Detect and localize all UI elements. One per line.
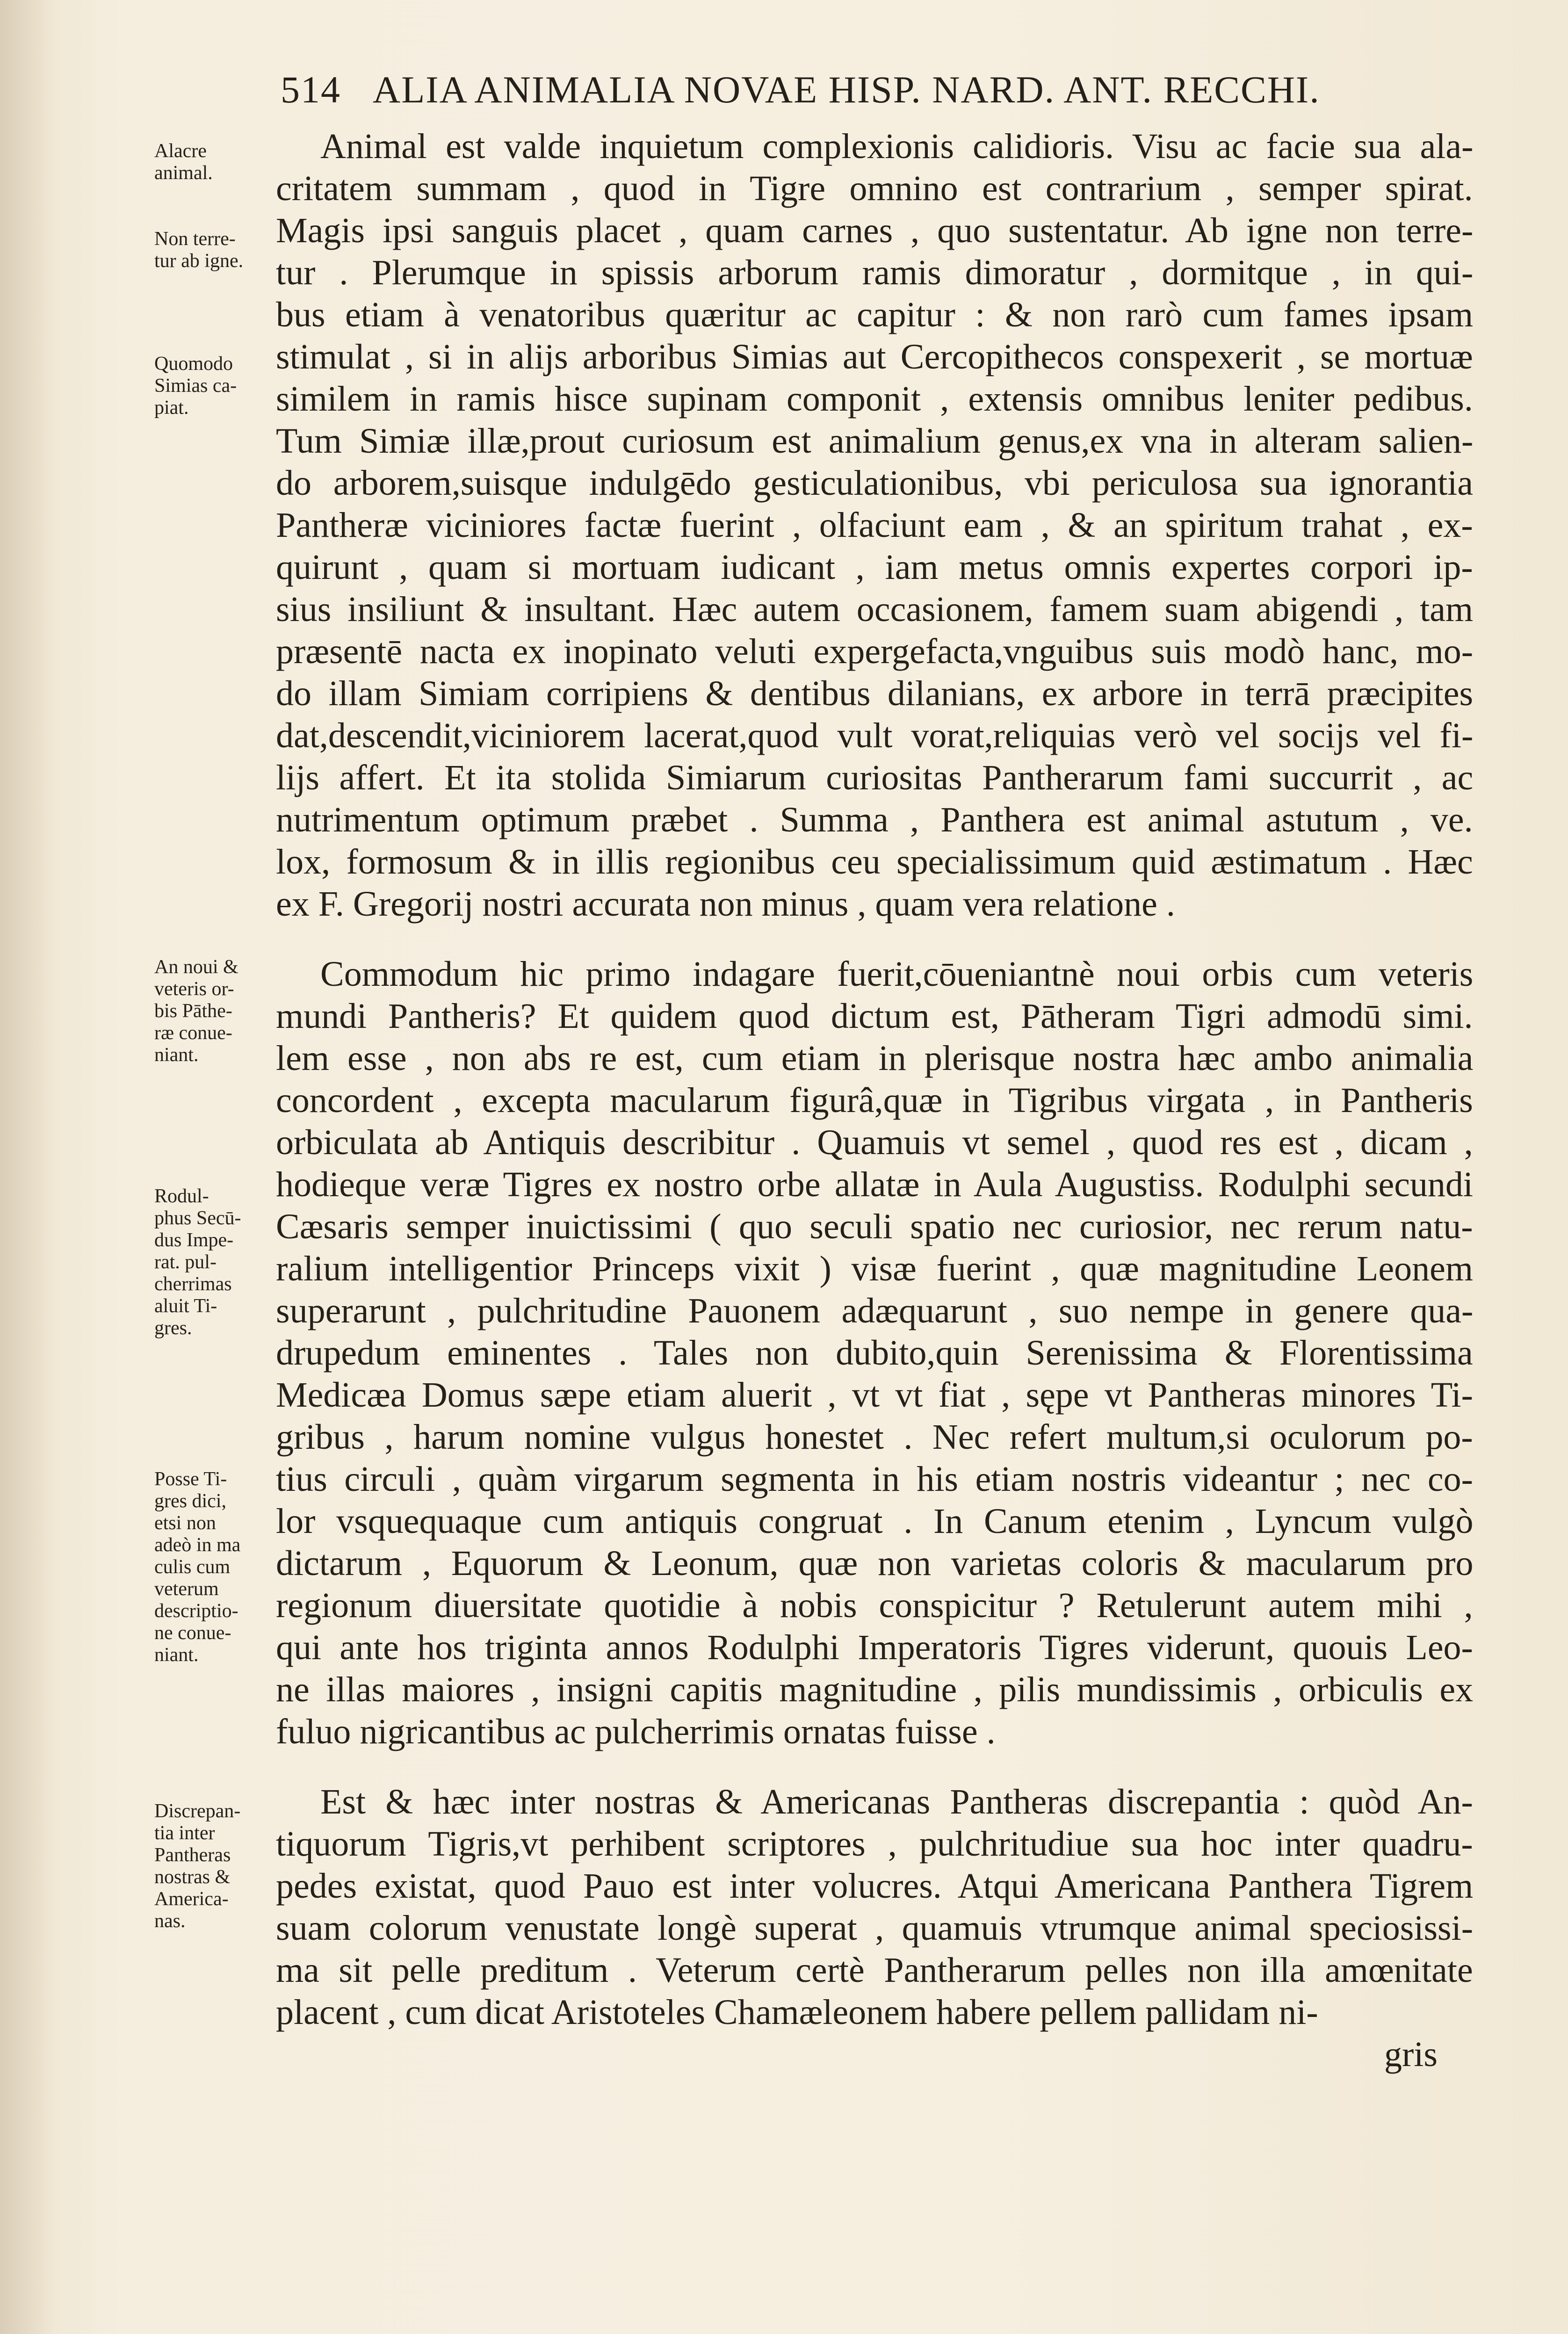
- margin-note-line: animal.: [154, 162, 213, 184]
- margin-note-line: Alacre: [154, 140, 207, 162]
- margin-note-line: niant.: [154, 1644, 199, 1666]
- margin-note-line: ræ conue-: [154, 1022, 232, 1044]
- margin-note-line: nas.: [154, 1910, 186, 1932]
- text-line: qui ante hos triginta annos Rodulphi Imperatoris Tigres viderunt, quouis Leo-: [276, 1628, 1473, 1667]
- text-line: tur . Plerumque in spissis arborum ramis dimoratur , dormitque , in qui-: [276, 253, 1474, 292]
- margin-note-line: An noui &: [154, 956, 238, 978]
- page-number: 514: [281, 68, 341, 111]
- text-line: Pantheræ viciniores factæ fuerint , olfaciunt eam , & an spiritum trahat , ex-: [276, 506, 1473, 545]
- text-line: Animal est valde inquietum complexionis calidioris. Visu ac facie sua ala-: [320, 127, 1474, 166]
- margin-note-line: dus Impe-: [154, 1229, 234, 1251]
- margin-note-line: etsi non: [154, 1512, 216, 1534]
- margin-note-line: piat.: [154, 397, 189, 419]
- text-line: Cæsaris semper inuictissimi ( quo seculi spatio nec curiosior, nec rerum natu-: [276, 1207, 1473, 1246]
- text-line: concordent , excepta macularum figurâ,quæ in Tigribus virgata , in Pantheris: [276, 1081, 1473, 1120]
- running-header: [281, 68, 1403, 119]
- margin-note-line: Quomodo: [154, 353, 233, 375]
- margin-note-line: rat. pul-: [154, 1251, 217, 1273]
- text-line: do arborem,suisque indulgēdo gesticulationibus, vbi periculosa sua ignorantia: [276, 463, 1474, 503]
- text-line: orbiculata ab Antiquis describitur . Quamuis vt semel , quod res est , dicam ,: [276, 1123, 1473, 1162]
- margin-note-line: Simias ca-: [154, 375, 237, 397]
- text-line: placent , cum dicat Aristoteles Chamæleonem habere pellem pallidam ni-: [276, 1993, 1318, 2032]
- text-line: Magis ipsi sanguis placet , quam carnes , quo sustentatur. Ab igne non terre-: [276, 211, 1474, 250]
- margin-note-discrepantia: [154, 1800, 274, 1932]
- text-line: Est & hæc inter nostras & Americanas Pantheras discrepantia : quòd An-: [320, 1782, 1473, 1821]
- text-line: lor vsquequaque cum antiquis congruat . In Canum etenim , Lyncum vulgò: [276, 1502, 1474, 1541]
- margin-note-line: Non terre-: [154, 228, 236, 250]
- margin-note-line: culis cum: [154, 1556, 231, 1578]
- text-line: ex F. Gregorij nostri accurata non minus , quam vera relatione .: [276, 884, 1175, 924]
- text-line: tiquorum Tigris,vt perhibent scriptores , pulchritudiue sua hoc inter quadru-: [276, 1824, 1473, 1864]
- margin-note-line: ne conue-: [154, 1622, 231, 1644]
- text-line: suam colorum venustate longè superat , quamuis vtrumque animal speciosissi-: [276, 1908, 1474, 1948]
- text-line: dictarum , Equorum & Leonum, quæ non varietas coloris & macularum pro: [276, 1544, 1474, 1583]
- text-line: Commodum hic primo indagare fuerit,cōueniantnè noui orbis cum veteris: [320, 954, 1474, 994]
- margin-note-line: veterum: [154, 1578, 219, 1600]
- text-line: critatem summam , quod in Tigre omnino est contrarium , semper spirat.: [276, 169, 1473, 208]
- text-line: similem in ramis hisce supinam componit , extensis omnibus leniter pedibus.: [276, 379, 1473, 419]
- margin-note-line: Posse Ti-: [154, 1468, 227, 1490]
- margin-note-line: veteris or-: [154, 978, 234, 1000]
- margin-note-line: gres.: [154, 1317, 192, 1339]
- text-line: nutrimentum optimum præbet . Summa , Panthera est animal astutum , ve.: [276, 800, 1473, 839]
- text-line: ne illas maiores , insigni capitis magnitudine , pilis mundissimis , orbiculis ex: [276, 1670, 1474, 1709]
- margin-note-line: America-: [154, 1888, 229, 1910]
- text-line: lijs affert. Et ita stolida Simiarum curiositas Pantherarum fami succurrit , ac: [276, 758, 1474, 797]
- margin-note-rodulphus: [154, 1185, 274, 1339]
- margin-note-line: Pantheras: [154, 1844, 231, 1866]
- text-line: bus etiam à venatoribus quæritur ac capitur : & non rarò cum fames ipsam: [276, 295, 1474, 334]
- text-line: hodieque veræ Tigres ex nostro orbe allatæ in Aula Augustiss. Rodulphi secundi: [276, 1165, 1474, 1204]
- text-line: quirunt , quam si mortuam iudicant , iam metus omnis expertes corpori ip-: [276, 548, 1473, 587]
- margin-note-line: phus Secū-: [154, 1207, 241, 1229]
- text-line: pedes existat, quod Pauo est inter volucres. Atqui Americana Panthera Tigrem: [276, 1866, 1474, 1906]
- margin-note-non-terretur: [154, 228, 274, 272]
- text-line: lem esse , non abs re est, cum etiam in plerisque nostra hæc ambo animalia: [276, 1039, 1474, 1078]
- margin-note-posse-tigres: [154, 1468, 274, 1666]
- margin-note-line: adeò in ma: [154, 1534, 241, 1556]
- text-line: dat,descendit,viciniorem lacerat,quod vult vorat,reliquias verò vel socijs vel fi-: [276, 716, 1474, 755]
- spine-shadow: [0, 0, 56, 2334]
- margin-note-line: cherrimas: [154, 1273, 232, 1295]
- margin-note-line: tia inter: [154, 1822, 215, 1844]
- margin-note-line: descriptio-: [154, 1600, 238, 1622]
- text-line: tius circuli , quàm virgarum segmenta in his etiam nostris videantur ; nec co-: [276, 1460, 1473, 1499]
- text-line: stimulat , si in alijs arboribus Simias aut Cercopithecos conspexerit , se mortuæ: [276, 337, 1473, 376]
- text-line: Tum Simiæ illæ,prout curiosum est animalium genus,ex vna in alteram salien-: [276, 421, 1474, 461]
- catchword: gris: [1384, 2035, 1438, 2074]
- running-title: ALIA ANIMALIA NOVAE HISP. NARD. ANT. RECCHI.: [372, 68, 1320, 111]
- margin-note-line: niant.: [154, 1044, 199, 1066]
- margin-note-alacre: [154, 140, 274, 184]
- margin-note-line: Rodul-: [154, 1185, 209, 1207]
- text-line: do illam Simiam corripiens & dentibus dilanians, ex arbore in terrā præcipites: [276, 674, 1474, 713]
- margin-note-line: nostras &: [154, 1866, 231, 1888]
- text-line: Medicæa Domus sæpe etiam aluerit , vt vt fiat , sępe vt Pantheras minores Ti-: [276, 1375, 1473, 1415]
- text-line: ma sit pelle preditum . Veterum certè Pantherarum pelles non illa amœnitate: [276, 1951, 1473, 1990]
- margin-note-an-noui: [154, 956, 274, 1066]
- text-line: præsentē nacta ex inopinato veluti expergefacta,vnguibus suis modò hanc, mo-: [276, 632, 1474, 671]
- margin-note-line: tur ab igne.: [154, 250, 244, 272]
- text-line: drupedum eminentes . Tales non dubito,quin Serenissima & Florentissima: [276, 1333, 1473, 1373]
- margin-note-quomodo: [154, 353, 274, 419]
- text-line: sius insiliunt & insultant. Hæc autem occasionem, famem suam abigendi , tam: [276, 590, 1474, 629]
- text-line: lox, formosum & in illis regionibus ceu specialissimum quid æstimatum . Hæc: [276, 842, 1473, 882]
- margin-note-line: aluit Ti-: [154, 1295, 217, 1317]
- margin-note-line: Discrepan-: [154, 1800, 241, 1822]
- margin-note-line: gres dici,: [154, 1490, 226, 1512]
- text-line: gribus , harum nomine vulgus honestet . Nec refert multum,si oculorum po-: [276, 1417, 1473, 1457]
- text-line: fuluo nigricantibus ac pulcherrimis ornatas fuisse .: [276, 1712, 996, 1751]
- text-line: mundi Pantheris? Et quidem quod dictum est, Pātheram Tigri admodū simi.: [276, 997, 1473, 1036]
- text-line: ralium intelligentior Princeps vixit ) visæ fuerint , quæ magnitudine Leonem: [276, 1249, 1473, 1288]
- margin-note-line: bis Pāthe-: [154, 1000, 232, 1022]
- text-line: regionum diuersitate quotidie à nobis conspicitur ? Retulerunt autem mihi ,: [276, 1586, 1473, 1625]
- text-line: superarunt , pulchritudine Pauonem adæquarunt , suo nempe in genere qua-: [276, 1291, 1474, 1330]
